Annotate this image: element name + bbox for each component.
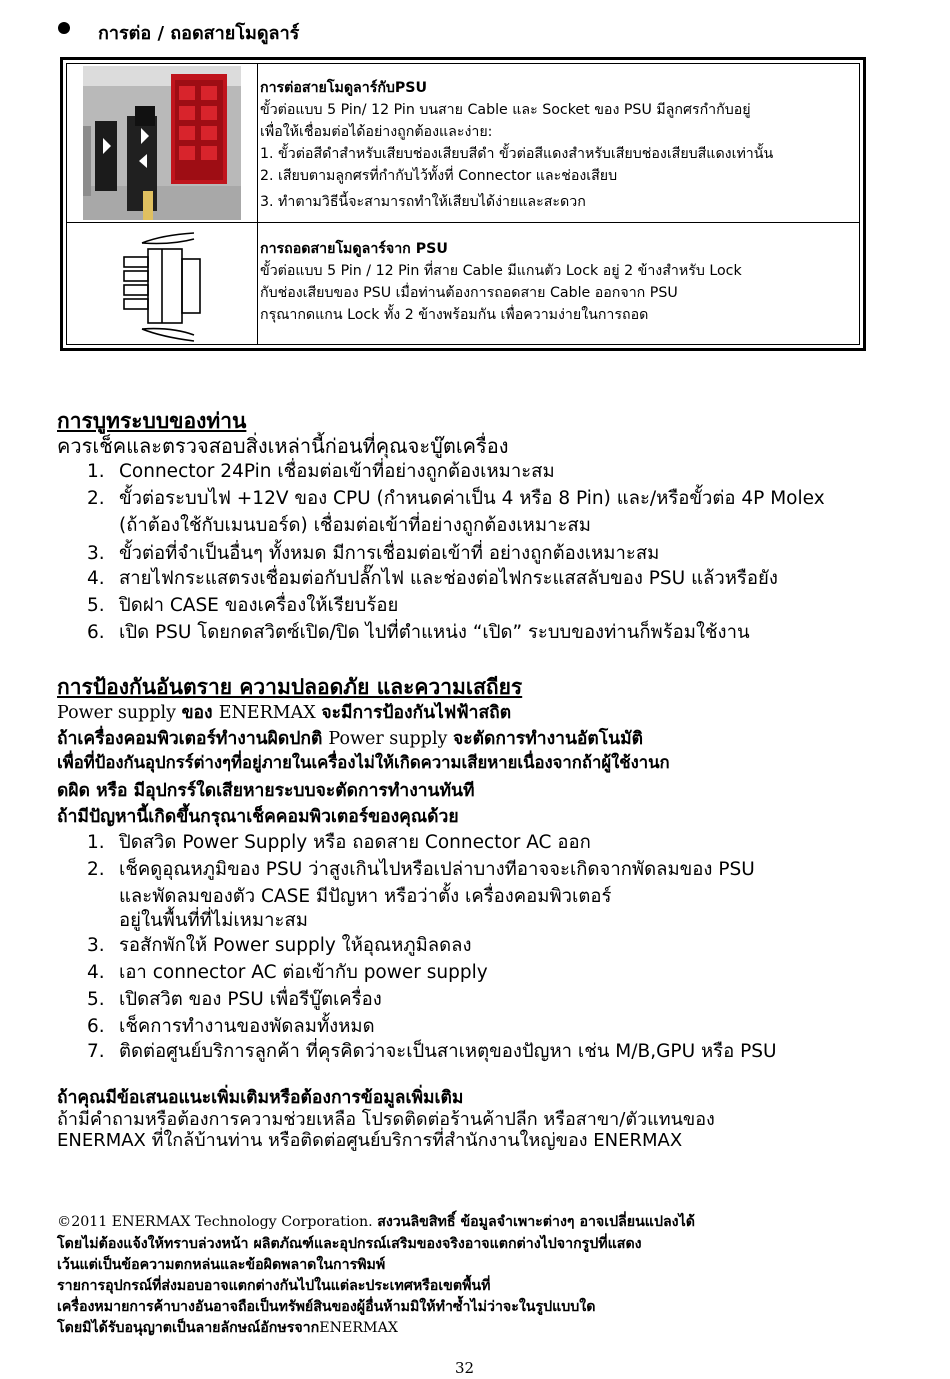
safety-line: Power supply ของ ENERMAX จะมีการป้องกันไฟฟ้าสถิต — [57, 703, 512, 723]
connect-title: การต่อสายโมดูลาร์กับPSU — [260, 80, 428, 96]
section-heading-modular: การต่อ / ถอดสายโมดูลาร์ — [98, 23, 300, 44]
modular-table-inner — [66, 63, 860, 345]
safety-item: อยู่ในพื้นที่ที่ไม่เหมาะสม — [119, 910, 308, 931]
boot-item: 1. Connector 24Pin เชื่อมต่อเข้าที่อย่างถูกต้องเหมาะสม — [87, 461, 555, 482]
boot-item: (ถ้าต้องใช้กับเมนบอร์ด) เชื่อมต่อเข้าที่อย่างถูกต้องเหมาะสม — [119, 515, 591, 536]
disconnect-line: กับช่องเสียบของ PSU เมื่อท่านต้องการถอดสาย Cable ออกจาก PSU — [260, 285, 678, 301]
connect-line: เพื่อให้เชื่อมต่อได้อย่างถูกต้องและง่าย: — [260, 124, 493, 140]
disconnect-cell — [260, 238, 742, 326]
safety-item: 5. เปิดสวิต ของ PSU เพื่อรีบู๊ตเครื่อง — [87, 989, 382, 1010]
safety-item: 3. รอสักพักให้ Power supply ให้อุณหภูมิลดลง — [87, 935, 472, 956]
safety-heading: การป้องกันอันตราย ความปลอดภัย และความเสถียร — [57, 675, 523, 699]
disconnect-title: การถอดสายโมดูลาร์จาก PSU — [260, 241, 448, 257]
footer-line: เครื่องหมายการค้าบางอันอาจถือเป็นทรัพย์สินของผู้อื่นห้ามมิให้ทำซ้ำไม่ว่าจะในรูปแบบใด — [57, 1299, 596, 1315]
safety-line: เพื่อที่ป้องกันอุปกรร์ต่างๆที่อยู่ภายในเครื่องไม่ให้เกิดความเสียหายเนื่องจากถ้าผู้ใช้งานก — [57, 752, 670, 772]
boot-item: 4. สายไฟกระแสตรงเชื่อมต่อกับปลั๊กไฟ และช่องต่อไฟกระแสสลับของ PSU แล้วหรือยัง — [87, 568, 778, 589]
footer-line: โดยไม่ต้องแจ้งให้ทราบล่วงหน้า ผลิตภัณฑ์และอุปกรณ์เสริมของจริงอาจแตกต่างไปจากรูปที่แสดง — [57, 1236, 642, 1252]
footer-line: ©2011 ENERMAX Technology Corporation. สงวนลิขสิทธิ์ ข้อมูลจำเพาะต่างๆ อาจเปลี่ยนแปลงได้ — [57, 1214, 695, 1230]
safety-item: 1. ปิดสวิด Power Supply หรือ ถอดสาย Connector AC ออก — [87, 832, 591, 853]
connect-line: 1. ขั้วต่อสีดำสำหรับเสียบช่องเสียบสีดำ ขั้วต่อสีแดงสำหรับเสียบช่องเสียบสีแดงเท่านั้น — [260, 146, 774, 162]
safety-item: 7. ติดต่อศูนย์บริการลูกค้า ที่คุรคิดว่าจะเป็นสาเหตุของปัญหา เช่น M/B,GPU หรือ PSU — [87, 1041, 777, 1062]
footer-line: เว้นแต่เป็นข้อความตกหล่นและข้อผิดพลาดในการพิมพ์ — [57, 1257, 386, 1273]
boot-heading: การบูทระบบของท่าน — [57, 409, 247, 433]
footer-line: รายการอุปกรณ์ที่ส่งมอบอาจแตกต่างกันไปในแต่ละประเทศหรือเขตพื้นที่ — [57, 1278, 491, 1294]
boot-item: 5. ปิดฝา CASE ของเครื่องให้เรียบร้อย — [87, 595, 399, 616]
connect-line: 2. เสียบตามลูกศรที่กำกับไว้ทั้งที่ Connector และช่องเสียบ — [260, 168, 618, 184]
connect-line: 3. ทำตามวิธีนี้จะสามารถทำให้เสียบได้ง่ายและสะดวก — [260, 194, 586, 210]
boot-item: 2. ขั้วต่อระบบไฟ +12V ของ CPU (กำหนดค่าเป็น 4 หรือ 8 Pin) และ/หรือขั้วต่อ 4P Molex — [87, 488, 825, 509]
safety-item: 4. เอา connector AC ต่อเข้ากับ power supply — [87, 962, 488, 983]
safety-item: 2. เช็คดูอุณหภูมิของ PSU ว่าสูงเกินไปหรือเปล่าบางทีอาจจะเกิดจากพัดลมของ PSU — [87, 859, 755, 880]
row-divider — [67, 222, 859, 223]
connect-cell — [260, 77, 773, 213]
page-number: 32 — [455, 1359, 475, 1377]
connect-line: ขั้วต่อแบบ 5 Pin/ 12 Pin บนสาย Cable และ Socket ของ PSU มีลูกศรกำกับอยู่ — [260, 102, 751, 118]
modular-table — [60, 57, 866, 351]
contact-line: ถ้ามีคำถามหรือต้องการความช่วยเหลือ โปรดติดต่อร้านค้าปลีก หรือสาขา/ตัวแทนของ — [57, 1109, 715, 1130]
footer-line: โดยมิได้รับอนุญาตเป็นลายลักษณ์อักษรจากENERMAX — [57, 1320, 398, 1336]
bullet-icon — [58, 22, 70, 34]
boot-item: 6. เปิด PSU โดยกดสวิตซ์เปิด/ปิด ไปที่ตำแหน่ง “เปิด” ระบบของท่านก็พร้อมใช้งาน — [87, 622, 750, 643]
contact-line: ENERMAX ที่ใกล้บ้านท่าน หรือติดต่อศูนย์บริการที่สำนักงานใหญ่ของ ENERMAX — [57, 1130, 683, 1151]
boot-intro: ควรเช็คและตรวจสอบสิ่งเหล่านี้ก่อนที่คุณจะบู๊ตเครื่อง — [57, 434, 509, 458]
connector-photo — [83, 66, 241, 220]
safety-item: 6. เช็คการทำงานของพัดลมทั้งหมด — [87, 1016, 375, 1037]
safety-item: และพัดลมของตัว CASE มีปัญหา หรือว่าตั้ง เครื่องคอมพิวเตอร์ — [119, 886, 612, 907]
column-divider — [257, 64, 258, 344]
safety-line: ดผิด หรือ มีอุปกรร์ใดเสียหายระบบจะตัดการทำงานทันที — [57, 781, 475, 801]
contact-heading: ถ้าคุณมีข้อเสนอแนะเพิ่มเติมหรือต้องการข้อมูลเพิ่มเติม — [57, 1088, 464, 1108]
disconnect-line: กรุณากดแกน Lock ทั้ง 2 ข้างพร้อมกัน เพื่อความง่ายในการถอด — [260, 307, 649, 323]
disconnect-line: ขั้วต่อแบบ 5 Pin / 12 Pin ที่สาย Cable มีแกนตัว Lock อยู่ 2 ข้างสำหรับ Lock — [260, 263, 742, 279]
boot-item: 3. ขั้วต่อที่จำเป็นอื่นๆ ทั้งหมด มีการเชื่อมต่อเข้าที่ อย่างถูกต้องเหมาะสม — [87, 543, 660, 564]
safety-line: ถ้าเครื่องคอมพิวเตอร์ทำงานผิดปกติ Power supply จะตัดการทำงานอัตโนมัติ — [57, 729, 644, 749]
connector-diagram — [122, 229, 212, 344]
safety-line: ถ้ามีปัญหานี้เกิดขึ้นกรุณาเช็คคอมพิวเตอร์ของคุณด้วย — [57, 807, 459, 827]
